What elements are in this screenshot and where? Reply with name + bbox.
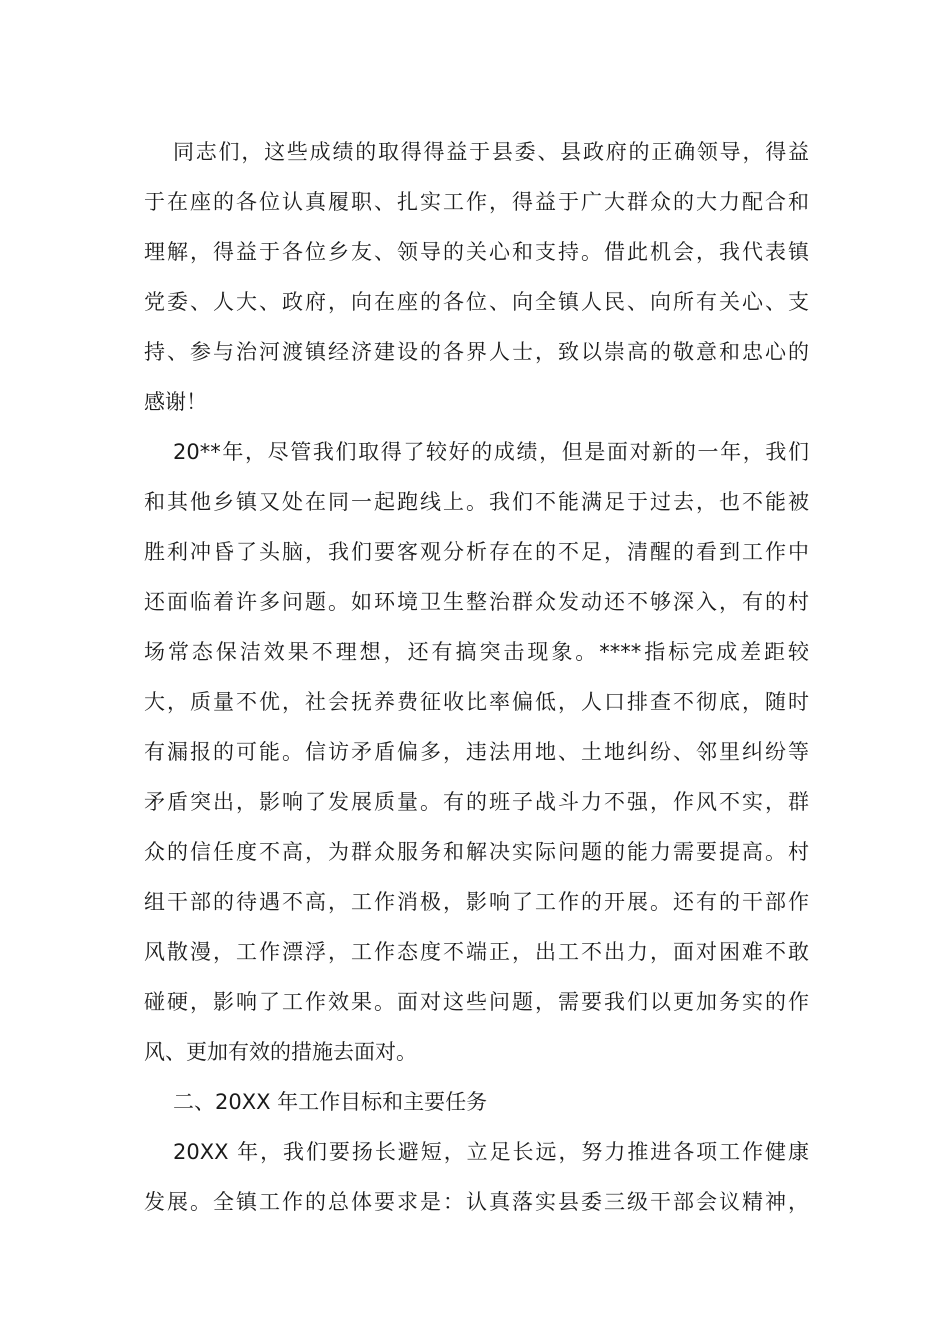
paragraph-thanks xyxy=(144,127,809,427)
text-line: 感谢！ xyxy=(144,390,207,414)
text-line: 大，质量不优，社会抚养费征收比率偏低，人口排查不彻底，随时 xyxy=(144,690,809,714)
text-line: 场常态保洁效果不理想，还有搞突击现象。****指标完成差距较 xyxy=(144,640,809,664)
text-line: 同志们，这些成绩的取得得益于县委、县政府的正确领导，得益 xyxy=(173,140,809,164)
paragraph-goals xyxy=(144,1127,809,1227)
text-line: 理解，得益于各位乡友、领导的关心和支持。借此机会，我代表镇 xyxy=(144,240,809,264)
text-line: 有漏报的可能。信访矛盾偏多，违法用地、土地纠纷、邻里纠纷等 xyxy=(144,740,809,764)
text-line: 党委、人大、政府，向在座的各位、向全镇人民、向所有关心、支 xyxy=(144,290,809,314)
text-line: 20XX 年，我们要扬长避短，立足长远，努力推进各项工作健康 xyxy=(173,1140,809,1164)
text-line: 持、参与治河渡镇经济建设的各界人士，致以崇高的敬意和忠心的 xyxy=(144,340,809,364)
text-line: 矛盾突出，影响了发展质量。有的班子战斗力不强，作风不实，群 xyxy=(144,790,809,814)
text-line: 众的信任度不高，为群众服务和解决实际问题的能力需要提高。村 xyxy=(144,840,809,864)
document-body xyxy=(144,127,809,1227)
text-line: 和其他乡镇又处在同一起跑线上。我们不能满足于过去，也不能被 xyxy=(144,490,809,514)
text-line: 风、更加有效的措施去面对。 xyxy=(144,1040,417,1064)
text-line: 于在座的各位认真履职、扎实工作，得益于广大群众的大力配合和 xyxy=(144,190,809,214)
paragraph-problems xyxy=(144,427,809,1077)
section-heading-text: 二、20XX 年工作目标和主要任务 xyxy=(173,1090,488,1114)
text-line: 组干部的待遇不高，工作消极，影响了工作的开展。还有的干部作 xyxy=(144,890,809,914)
text-line: 碰硬，影响了工作效果。面对这些问题，需要我们以更加务实的作 xyxy=(144,990,809,1014)
text-line: 胜利冲昏了头脑，我们要客观分析存在的不足，清醒的看到工作中 xyxy=(144,540,809,564)
text-line: 风散漫，工作漂浮，工作态度不端正，出工不出力，面对困难不敢 xyxy=(144,940,809,964)
text-line: 发展。全镇工作的总体要求是：认真落实县委三级干部会议精神， xyxy=(144,1190,809,1214)
text-line: 还面临着许多问题。如环境卫生整治群众发动还不够深入，有的村 xyxy=(144,590,809,614)
text-line: 20**年，尽管我们取得了较好的成绩，但是面对新的一年，我们 xyxy=(173,440,809,464)
section-heading xyxy=(144,1077,809,1127)
